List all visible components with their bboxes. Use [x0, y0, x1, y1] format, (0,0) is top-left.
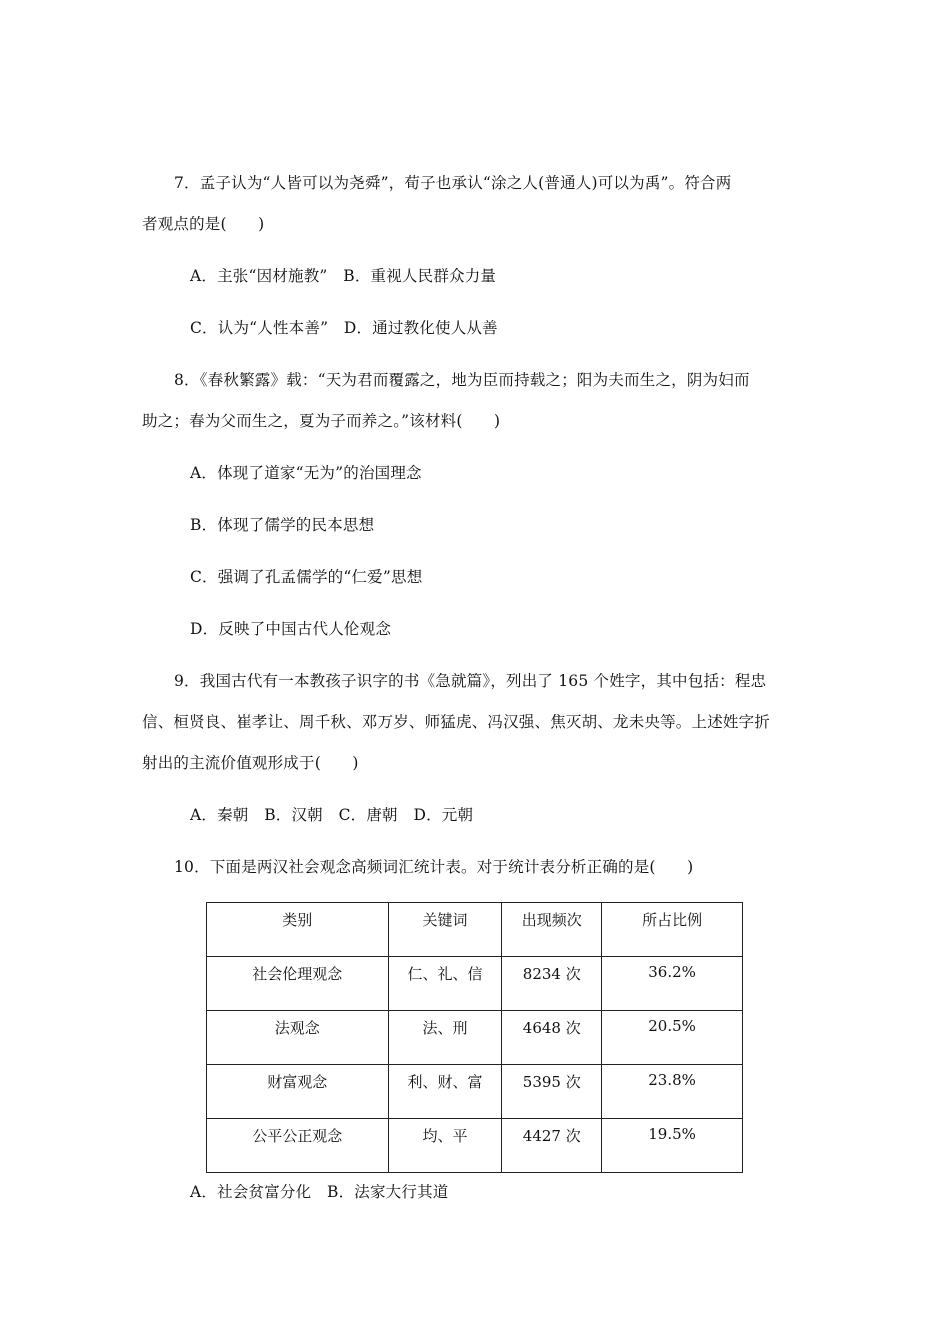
- q8-text-line1: 8．《春秋繁露》载：“天为君而覆露之，地为臣而持载之；阳为夫而生之，阴为妇而: [174, 371, 750, 389]
- q7-text-line1: 7．孟子认为“人皆可以为尧舜”，荀子也承认“涂之人(普通人)可以为禹”。符合两: [174, 174, 732, 192]
- table-header-cell: 类别: [207, 903, 389, 957]
- table-cell: 社会伦理观念: [207, 957, 389, 1011]
- table-header-cell: 所占比例: [602, 903, 743, 957]
- table-cell: 法、刑: [388, 1011, 502, 1065]
- q8-option-a: A．体现了道家“无为”的治国理念: [190, 464, 422, 482]
- table-row: [207, 1119, 743, 1173]
- q9-options: A．秦朝 B．汉朝 C．唐朝 D．元朝: [190, 806, 474, 824]
- q10-text-line1: 10．下面是两汉社会观念高频词汇统计表。对于统计表分析正确的是( ): [174, 858, 694, 876]
- table-cell: 19.5%: [602, 1119, 743, 1173]
- q8-option-c: C．强调了孔孟儒学的“仁爱”思想: [190, 568, 423, 586]
- table-row: [207, 957, 743, 1011]
- table-cell: 5395 次: [502, 1065, 602, 1119]
- table-header-row: [207, 903, 743, 957]
- table-cell: 4648 次: [502, 1011, 602, 1065]
- q7-options-cd: C．认为“人性本善” D．通过教化使人从善: [190, 319, 498, 337]
- table-cell: 23.8%: [602, 1065, 743, 1119]
- q8-option-b: B．体现了儒学的民本思想: [190, 516, 375, 534]
- q9-text-line3: 射出的主流价值观形成于( ): [142, 754, 359, 772]
- table-cell: 仁、礼、信: [388, 957, 502, 1011]
- q10-statistics-table: [206, 902, 743, 1173]
- q9-text-line1: 9．我国古代有一本教孩子识字的书《急就篇》，列出了 165 个姓字，其中包括：程忠: [174, 672, 767, 690]
- table-header-cell: 关键词: [388, 903, 502, 957]
- table-cell: 均、平: [388, 1119, 502, 1173]
- q9-text-line2: 信、桓贤良、崔孝让、周千秋、邓万岁、师猛虎、冯汉强、焦灭胡、龙未央等。上述姓字折: [142, 713, 771, 731]
- table-cell: 法观念: [207, 1011, 389, 1065]
- q10-options-ab: A．社会贫富分化 B．法家大行其道: [190, 1183, 449, 1201]
- table-cell: 4427 次: [502, 1119, 602, 1173]
- table-cell: 20.5%: [602, 1011, 743, 1065]
- table-cell: 利、财、富: [388, 1065, 502, 1119]
- q7-text-line2: 者观点的是( ): [142, 215, 265, 233]
- table-header-cell: 出现频次: [502, 903, 602, 957]
- q7-options-ab: A．主张“因材施教” B．重视人民群众力量: [190, 267, 497, 285]
- table-cell: 公平公正观念: [207, 1119, 389, 1173]
- table-cell: 36.2%: [602, 957, 743, 1011]
- table-cell: 财富观念: [207, 1065, 389, 1119]
- table-row: [207, 1065, 743, 1119]
- q8-option-d: D．反映了中国古代人伦观念: [190, 620, 392, 638]
- q8-text-line2: 助之；春为父而生之，夏为子而养之。”该材料( ): [142, 412, 501, 430]
- table-cell: 8234 次: [502, 957, 602, 1011]
- table-row: [207, 1011, 743, 1065]
